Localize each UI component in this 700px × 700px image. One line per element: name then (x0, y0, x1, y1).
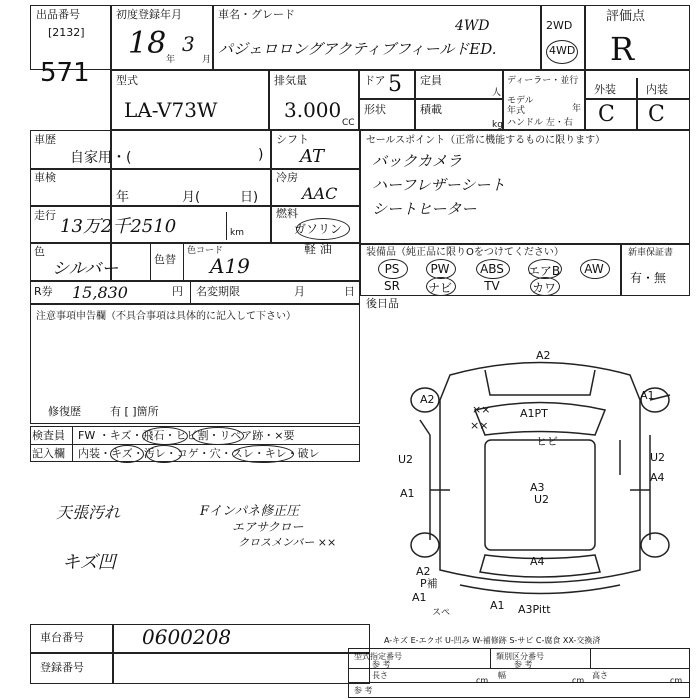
model-label: 車名・グレード (218, 8, 295, 21)
equip-leather-circle (530, 277, 560, 296)
row2-circle-b (146, 445, 182, 463)
later-label: 後日品 (366, 297, 399, 310)
divider (490, 648, 491, 668)
kg-unit: kg (492, 120, 503, 130)
recycle-yen: 円 (172, 285, 183, 298)
row2-circle-a (110, 445, 144, 463)
notes-label: 注意事項申告欄（不具合事項は具体的に記入して下さい） (36, 311, 296, 322)
divider (358, 70, 360, 130)
grade-label: 評価点 (606, 9, 646, 24)
dim-length: 長さ (372, 671, 388, 680)
dmg-a1-right: A1 (640, 389, 655, 402)
inspection-day: 日) (240, 190, 259, 205)
shape-label: 形状 (364, 103, 386, 116)
sales-line-1: バックカメラ (372, 152, 463, 170)
dmg-u2-roof: U2 (534, 493, 550, 506)
registration-label: 登録番号 (40, 661, 84, 674)
divider (590, 648, 591, 668)
equip-abs: ABS (480, 262, 504, 276)
remark-right-3: クロスメンバー ×× (238, 536, 337, 549)
fuel-label: 燃料 (276, 207, 298, 220)
drive-4wd: 4WD (549, 44, 576, 57)
sales-label: セールスポイント（正常に機能するものに限ります） (366, 135, 606, 146)
repair-label: 修復歴 (48, 405, 81, 418)
capacity-label: 定員 (420, 74, 442, 87)
equip-airbag: エアB (527, 264, 561, 278)
type-cert-label: 型式指定番号 (354, 652, 402, 661)
dmg-a1-rear-left: A1 (412, 591, 427, 604)
lot-code: [2132] (48, 26, 85, 39)
divider (30, 652, 370, 654)
equip-aw: AW (584, 262, 604, 276)
divider (540, 5, 542, 70)
divider (30, 168, 360, 170)
equip-ps: PS (384, 262, 400, 276)
divider (358, 98, 502, 100)
lot-number: 571 (40, 58, 90, 88)
remark-right-1: Fインパネ修正圧 (200, 504, 300, 519)
divider (270, 130, 272, 242)
divider (30, 205, 360, 207)
shift-label: シフト (276, 133, 309, 146)
dim-length-cm: cm (476, 676, 489, 685)
class-no-label: 類別区分番号 (496, 652, 544, 661)
inspection-year: 年 (116, 190, 130, 205)
remark-left-2: キズ凹 (62, 552, 116, 573)
dmg-a3-roof: A3 (530, 481, 545, 494)
cc-unit: CC (342, 118, 355, 128)
door-label: ドア (364, 74, 386, 87)
color-label: 色 (34, 245, 45, 258)
inspection-month: 月( (182, 190, 201, 205)
recycle-value: 15,830 (72, 283, 128, 302)
equip-airbag-circle (528, 259, 562, 279)
fuel-kerosene: 軽 油 (304, 242, 332, 256)
history-close: ) (258, 147, 264, 163)
sales-line-2: ハーフレザーシート (372, 176, 506, 194)
displacement-value: 3.000 (284, 98, 342, 122)
equip-navi-circle (426, 277, 456, 296)
drive-note: 4WD (455, 18, 490, 34)
type-value: LA-V73W (124, 98, 218, 122)
drive-2wd: 2WD (546, 19, 573, 32)
dmg-u2-left: U2 (398, 453, 414, 466)
history-value: 自家用・( (70, 150, 132, 166)
type-cert-ref: 参 考 (372, 660, 391, 669)
equip-pw: PW (430, 262, 450, 276)
divider (30, 280, 360, 282)
model-year-label: モデル年式 (507, 96, 534, 116)
equip-ps-circle (378, 259, 408, 279)
type-label: 型式 (116, 74, 138, 87)
expiry-label: 名変期限 (196, 285, 240, 298)
divider (30, 444, 360, 445)
inspector-label: 検査員 (32, 429, 65, 442)
year-char: 年 (166, 55, 176, 65)
dim-height-cm: cm (670, 676, 683, 685)
divider (348, 682, 690, 683)
class-no-ref: 参 考 (514, 660, 533, 669)
color-code-label: 色コード (187, 246, 224, 256)
equip-navi: ナビ (427, 281, 452, 295)
dmg-xx-rear: ×× (470, 419, 489, 432)
ac-label: 冷房 (276, 171, 298, 184)
row2-circle-c (232, 445, 294, 463)
expiry-month: 月 (294, 285, 305, 298)
shift-value: AT (300, 146, 325, 167)
dim-width-cm: cm (572, 676, 585, 685)
dmg-spare: スペ (432, 608, 451, 618)
entry-label: 記入欄 (32, 447, 65, 460)
person-unit: 人 (492, 88, 502, 98)
interior-label: 内装 (646, 83, 668, 96)
dmg-u2-right: U2 (650, 451, 666, 464)
first-reg-year: 18 (128, 26, 167, 61)
equip-pw-circle (426, 259, 456, 279)
dim-width: 幅 (498, 671, 506, 680)
dmg-a2-top: A2 (536, 349, 551, 362)
warranty-value: 有・無 (630, 271, 667, 285)
divider (190, 280, 191, 304)
dim-height: 高さ (592, 671, 608, 680)
model-name: パジェロロングアクティブフィールドED. (218, 40, 497, 58)
dmg-a1-rear: A1 (490, 599, 505, 612)
dmg-a4-rear: A4 (530, 555, 545, 568)
chassis-label: 車台番号 (40, 631, 84, 644)
year-unit: 年 (572, 104, 582, 114)
sales-line-3: シートヒーター (372, 200, 477, 218)
divider (226, 212, 227, 240)
exterior-value: C (598, 102, 615, 127)
dmg-a1-left: A1 (400, 487, 415, 500)
warranty-label: 新車保証書 (628, 248, 674, 258)
equip-abs-circle (476, 259, 510, 279)
mileage-value: 13万2千2510 (60, 216, 177, 237)
dmg-a2-left: A2 (420, 393, 435, 406)
displacement-label: 排気量 (274, 74, 307, 87)
equip-sr: SR (384, 279, 400, 293)
remark-left-1: 天張汚れ (56, 503, 121, 522)
color-code-value: A19 (210, 254, 250, 278)
interior-value: C (648, 102, 665, 127)
dmg-a3-rear: A3Pitt (518, 603, 551, 616)
inspection-label: 車検 (34, 171, 56, 184)
divider (636, 78, 638, 130)
handle-label: ハンドル 左・右 (507, 118, 573, 128)
divider (150, 243, 151, 280)
footer-ref: 参 考 (354, 686, 373, 695)
dmg-a4-right: A4 (650, 471, 665, 484)
lot-no-label: 出品番号 (36, 8, 80, 21)
expiry-day: 日 (344, 285, 355, 298)
equip-leather: カワ (531, 281, 556, 295)
chassis-value: 0600208 (142, 625, 232, 649)
km-unit: km (230, 228, 244, 238)
divider (414, 70, 416, 130)
dmg-a1pt: A1PT (520, 407, 548, 420)
equipment-label: 装備品（純正品に限りOをつけてください） (366, 247, 564, 258)
exterior-label: 外装 (594, 83, 616, 96)
month-char: 月 (202, 55, 212, 65)
load-label: 積載 (420, 103, 442, 116)
divider (183, 243, 184, 280)
repair-value: 有 [ ]箇所 (110, 405, 159, 418)
row1-circle-a (142, 427, 188, 445)
divider (112, 624, 114, 684)
recycle-label: R券 (34, 285, 53, 298)
first-reg-label: 初度登録年月 (116, 8, 182, 21)
grade-value: R (610, 30, 635, 68)
dmg-p-repair: P補 (420, 577, 438, 590)
first-reg-month: 3 (182, 32, 195, 56)
equip-aw-circle (580, 259, 610, 279)
equip-tv: TV (484, 279, 500, 293)
color-value: シルバー (52, 259, 119, 279)
ac-value: AAC (302, 184, 338, 203)
divider (268, 70, 270, 130)
history-label: 車歴 (34, 133, 56, 146)
inspector-row-1: FW ・キズ・飛石・ヒビ割・リペア跡・×要 (78, 429, 295, 442)
dmg-xx-front: ×× (472, 403, 491, 416)
dmg-a2-rear-left: A2 (416, 565, 431, 578)
dealer-label: ディーラー・並行 (507, 76, 579, 86)
dmg-crack: ヒビ (536, 435, 558, 448)
color-change-label: 色替 (154, 253, 176, 266)
remark-right-2: エアサクロー (232, 520, 304, 534)
legend-text: A-キズ E-エクボ U-凹み W-補修跡 S-サビ C-腐食 XX-交換済 (384, 636, 601, 645)
row1-circle-b (192, 427, 244, 445)
mileage-label: 走行 (34, 209, 56, 222)
door-value: 5 (388, 72, 402, 97)
fuel-gasoline: ガソリン (294, 222, 343, 236)
divider (620, 244, 622, 296)
inspector-row-2: 内装・キズ・汚レ・コゲ・穴・スレ・キレ・破レ (78, 447, 320, 460)
divider (212, 5, 214, 70)
